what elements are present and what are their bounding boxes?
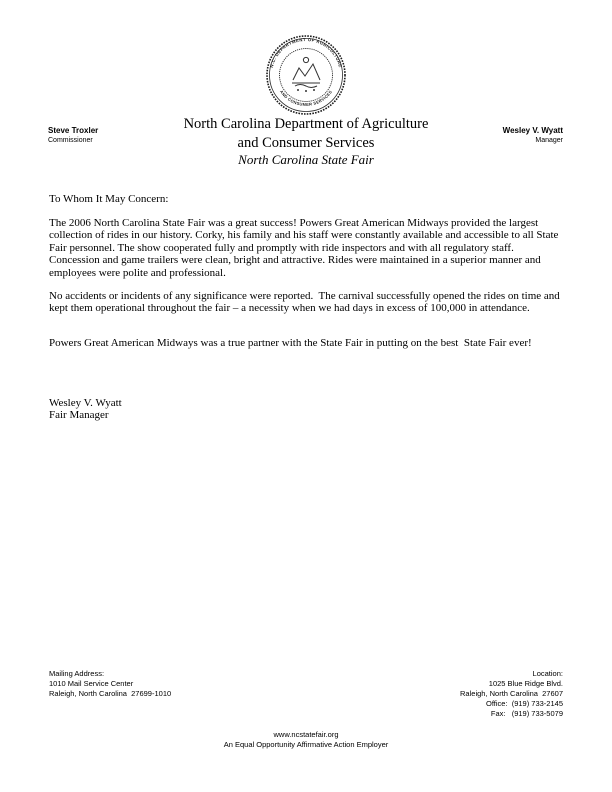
state-fair-subtitle: North Carolina State Fair xyxy=(238,152,374,167)
department-title-line1: North Carolina Department of Agriculture xyxy=(183,116,429,132)
manager-block xyxy=(503,126,563,145)
mailing-address-line2: Raleigh, North Carolina 27699-1010 xyxy=(49,689,172,698)
department-title-line2: and Consumer Services xyxy=(237,135,375,151)
salutation: To Whom It May Concern: xyxy=(49,193,169,205)
mailing-address-block xyxy=(49,669,171,699)
manager-role: Manager xyxy=(535,136,563,144)
signature-block xyxy=(49,397,122,422)
seal-ring-text-bottom: AND CONSUMER SERVICES xyxy=(278,89,334,107)
letter-paragraph-1: The 2006 North Carolina State Fair was a great success! Powers Great American Midways provided the largest collection of rides in our history. Corky, his family and his staff were constantly available and accessible to all State Fair personnel. The show cooperated fully and promptly with ride inspectors and with all regulatory staff. Concession and game trailers were clean, bright and attractive. Rides were maintained in a superior manner and employees were polite and professional. xyxy=(49,217,559,279)
seal-ring-text-top: N.C. DEPARTMENT OF AGRICULTURE xyxy=(268,36,344,69)
letter-paragraph-3: Powers Great American Midways was a true partner with the State Fair in putting on the best State Fair ever! xyxy=(49,337,532,349)
signature-name: Wesley V. Wyatt xyxy=(49,397,122,409)
location-label: Location: xyxy=(532,669,563,678)
eeo-statement: An Equal Opportunity Affirmative Action Employer xyxy=(223,740,389,749)
commissioner-name: Steve Troxler xyxy=(48,126,99,135)
location-fax: Fax: (919) 733-5079 xyxy=(490,709,563,718)
seal-emblem-art xyxy=(292,57,320,87)
location-line1: 1025 Blue Ridge Blvd. xyxy=(488,679,563,688)
manager-name: Wesley V. Wyatt xyxy=(502,126,563,135)
location-office-phone: Office: (919) 733-2145 xyxy=(486,699,563,708)
letter-paragraph-2: No accidents or incidents of any significance were reported. The carnival successfully opened the rides on time and kept them operational throughout the fair – a necessity when we had days in excess of 100,000 in attendance. xyxy=(49,290,560,315)
location-line2: Raleigh, North Carolina 27607 xyxy=(460,689,563,698)
location-address-block xyxy=(460,669,563,719)
website-url: www.ncstatefair.org xyxy=(273,730,339,739)
footer-center-block xyxy=(0,730,612,750)
nc-agriculture-seal-icon xyxy=(264,33,348,117)
mailing-address-label: Mailing Address: xyxy=(49,669,105,678)
seal-emblem-dots xyxy=(297,89,315,92)
signature-title: Fair Manager xyxy=(49,409,109,422)
mailing-address-line1: 1010 Mail Service Center xyxy=(49,679,134,688)
commissioner-role: Commissioner xyxy=(48,136,93,144)
